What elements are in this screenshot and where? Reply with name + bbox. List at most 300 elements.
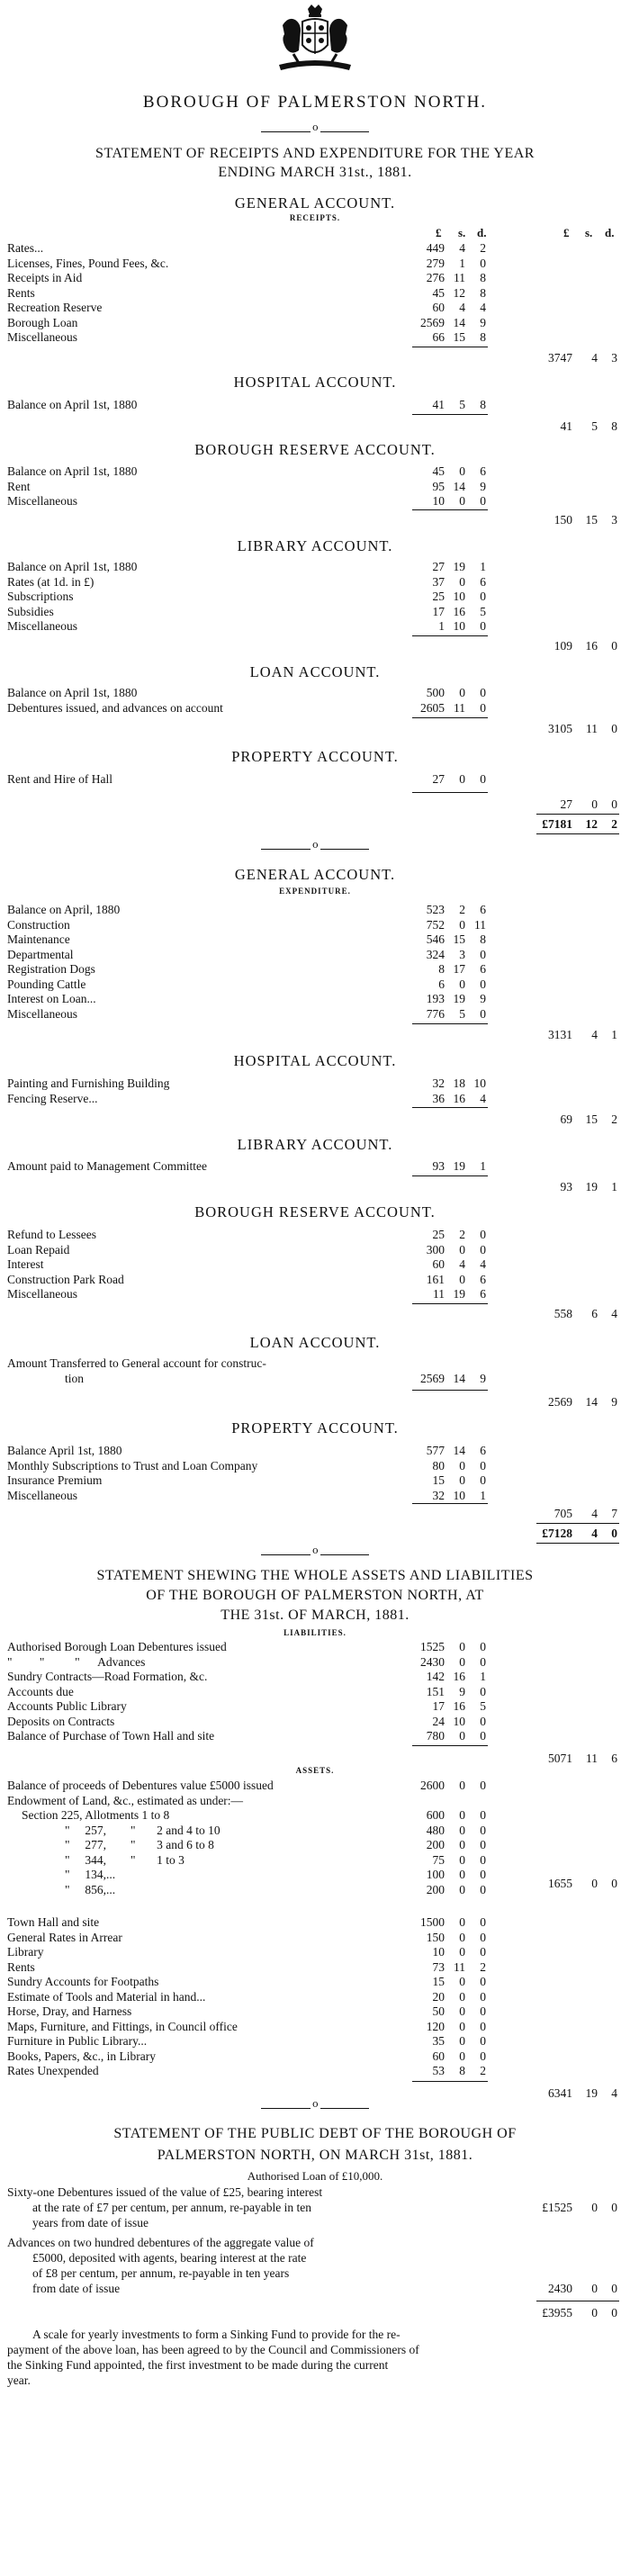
item-pounds: 15	[432, 1473, 445, 1487]
total-pounds: 705	[554, 1507, 572, 1520]
assets-heading-line3: THE 31st. OF MARCH, 1881.	[220, 1608, 410, 1623]
total-pounds: 3747	[548, 351, 572, 365]
item-shillings: 14	[453, 1372, 465, 1385]
statement-heading-line1: STATEMENT OF RECEIPTS AND EXPENDITURE FOR THE YEAR	[95, 146, 535, 161]
line-item-label: Rates (at 1d. in £)	[7, 574, 94, 589]
item-pounds: 577	[426, 1444, 445, 1457]
line-item-label: Subsidies	[7, 604, 54, 618]
item-pounds: 36	[432, 1092, 445, 1105]
item-pounds: 752	[426, 917, 445, 932]
divider-ornament	[261, 2103, 369, 2114]
item-pence: 0	[480, 1808, 486, 1822]
line-item-label: Licenses, Fines, Pound Fees, &c.	[7, 256, 169, 270]
line-item	[0, 1243, 630, 1257]
item-pounds: 25	[432, 1228, 445, 1241]
item-shillings: 0	[459, 977, 465, 991]
item-shillings: 12	[453, 285, 465, 300]
line-item	[0, 1257, 630, 1272]
total-shillings: 16	[585, 639, 598, 653]
item-shillings: 0	[459, 1272, 465, 1286]
line-item-label: Miscellaneous	[7, 1488, 77, 1502]
total-pence: 0	[611, 2306, 617, 2319]
subtotal-rule	[412, 1503, 488, 1504]
total-pence: 0	[611, 639, 617, 653]
item-shillings: 0	[459, 1458, 465, 1473]
item-shillings: 0	[459, 1930, 465, 1944]
item-shillings: 8	[459, 2064, 465, 2077]
item-pence: 8	[480, 330, 486, 344]
item-pounds: 480	[426, 1823, 445, 1837]
item-pounds: 120	[426, 2019, 445, 2033]
item-shillings: 0	[459, 1915, 465, 1929]
item-pence: 8	[480, 398, 486, 411]
line-item-label: Construction	[7, 917, 70, 932]
debt-total-row	[0, 2306, 630, 2320]
item-shillings: 0	[459, 1729, 465, 1743]
total-pounds: 3105	[548, 722, 572, 735]
section-title-general-expenditure: GENERAL ACCOUNT.	[234, 866, 396, 883]
line-item-label: Insurance Premium	[7, 1473, 103, 1487]
line-item	[0, 1794, 630, 1808]
item-pounds: 151	[426, 1684, 445, 1698]
item-pence: 1	[480, 1488, 486, 1502]
line-item	[0, 962, 630, 977]
line-item-label: Section 225, Allotments 1 to 8	[22, 1808, 170, 1822]
section-title-property-expenditure: PROPERTY ACCOUNT.	[231, 1419, 399, 1437]
item-shillings: 10	[453, 590, 465, 603]
line-item	[0, 1356, 630, 1371]
item-pence: 8	[480, 271, 486, 284]
item-pounds: 10	[432, 494, 445, 508]
line-item-label: Furniture in Public Library...	[7, 2034, 148, 2048]
line-item-label: Endowment of Land, &c., estimated as under:—	[7, 1793, 244, 1807]
document-title: BOROUGH OF PALMERSTON NORTH.	[142, 93, 488, 112]
item-shillings: 0	[459, 1852, 465, 1867]
total-pounds: 41	[560, 419, 572, 433]
item-pounds: 600	[426, 1808, 445, 1822]
subtotal-rule	[412, 1107, 488, 1108]
line-item	[0, 464, 630, 479]
line-item	[0, 1685, 630, 1699]
line-item-label: Horse, Dray, and Harness	[7, 2004, 132, 2018]
debt-paragraph-2-line1: Advances on two hundred debentures of the aggregate value of	[7, 2236, 314, 2249]
debt-heading-line1: STATEMENT OF THE PUBLIC DEBT OF THE BOROUGH OF	[113, 2126, 517, 2141]
section-title-loan-expenditure: LOAN ACCOUNT.	[249, 1334, 381, 1351]
line-item	[0, 1159, 630, 1174]
item-pounds: 45	[432, 464, 445, 478]
line-item-label: Balance on April, 1880	[7, 903, 121, 916]
item-shillings: 19	[453, 992, 465, 1005]
item-pence: 4	[480, 301, 486, 314]
line-item	[0, 1931, 630, 1945]
line-item	[0, 1489, 630, 1503]
line-item-label: Monthly Subscriptions to Trust and Loan Company	[7, 1458, 258, 1473]
line-item-label: Library	[7, 1945, 44, 1959]
item-shillings: 14	[453, 479, 465, 493]
grand-total-shillings: 4	[591, 1527, 598, 1540]
item-pence: 0	[480, 1684, 486, 1698]
line-item-label: General Rates in Arrear	[7, 1930, 122, 1944]
column-header-pence: d.	[477, 226, 487, 239]
item-shillings: 0	[459, 464, 465, 478]
item-pence: 9	[480, 479, 486, 493]
total-row	[0, 1877, 630, 1891]
subtotal-rule	[412, 414, 488, 415]
item-pounds: 279	[426, 256, 445, 270]
divider-ornament	[261, 1550, 369, 1561]
grand-total-row	[0, 1527, 630, 1541]
total-pounds: 93	[560, 1180, 572, 1193]
item-pounds: 35	[432, 2034, 445, 2048]
item-pounds: 50	[432, 2004, 445, 2018]
item-pence: 0	[480, 1729, 486, 1743]
item-pounds: 27	[432, 560, 445, 573]
item-pounds: 10	[432, 1945, 445, 1959]
line-item-label: Departmental	[7, 947, 74, 961]
item-pence: 0	[480, 1779, 486, 1792]
section-title-reserve-expenditure: BOROUGH RESERVE ACCOUNT.	[194, 1203, 436, 1220]
section-title-hospital-receipts: HOSPITAL ACCOUNT.	[233, 374, 397, 391]
item-pence: 9	[480, 992, 486, 1005]
item-pence: 6	[480, 574, 486, 589]
line-item-label: " 277, " 3 and 6 to 8	[65, 1838, 214, 1851]
total-pence: 3	[611, 513, 617, 527]
item-pounds: 75	[432, 1852, 445, 1867]
item-pence: 0	[480, 1868, 486, 1881]
total-shillings: 4	[591, 351, 598, 365]
item-shillings: 0	[459, 1654, 465, 1669]
total-pounds: 1655	[548, 1877, 572, 1890]
line-item	[0, 398, 630, 412]
line-item-label: Painting and Furnishing Building	[7, 1076, 170, 1090]
subtotal-rule	[412, 509, 488, 510]
item-shillings: 9	[459, 1684, 465, 1698]
item-pounds: 95	[432, 479, 445, 493]
amount-pounds: £1525	[542, 2201, 572, 2214]
total-row	[0, 1307, 630, 1321]
item-pence: 0	[480, 1930, 486, 1944]
line-item	[0, 977, 630, 992]
line-item-label: Authorised Borough Loan Debentures issued	[7, 1640, 227, 1653]
line-item	[0, 948, 630, 962]
line-item	[0, 2004, 630, 2019]
total-row	[0, 1395, 630, 1410]
item-shillings: 0	[459, 917, 465, 932]
total-shillings: 5	[591, 419, 598, 433]
total-pence: 3	[611, 351, 617, 365]
item-shillings: 0	[459, 1823, 465, 1837]
item-pence: 4	[480, 1257, 486, 1271]
item-pence: 0	[480, 494, 486, 508]
item-pence: 1	[480, 1670, 486, 1683]
item-shillings: 10	[453, 1488, 465, 1502]
line-item	[0, 575, 630, 590]
item-shillings: 11	[454, 1959, 465, 1974]
item-pence: 9	[480, 315, 486, 329]
grand-total-rule	[536, 1543, 619, 1544]
item-shillings: 0	[459, 2049, 465, 2063]
line-item	[0, 1838, 630, 1852]
item-shillings: 0	[459, 1473, 465, 1487]
item-shillings: 15	[453, 330, 465, 344]
item-shillings: 16	[453, 1699, 465, 1713]
total-pounds: 558	[554, 1307, 572, 1320]
total-shillings: 14	[585, 1395, 598, 1409]
line-item-label: Balance on April 1st, 1880	[7, 560, 138, 573]
total-pounds: 27	[560, 797, 572, 811]
total-row	[0, 722, 630, 736]
line-item	[0, 2020, 630, 2034]
item-pounds: 37	[432, 574, 445, 589]
total-pence: 1	[611, 1028, 617, 1041]
item-shillings: 4	[459, 1257, 465, 1271]
statement-heading-line2: ENDING MARCH 31st., 1881.	[218, 165, 412, 180]
item-pounds: 200	[426, 1838, 445, 1851]
line-item	[0, 1945, 630, 1959]
item-pence: 1	[480, 1159, 486, 1173]
section-title-hospital-expenditure: HOSPITAL ACCOUNT.	[233, 1052, 397, 1069]
line-item	[0, 480, 630, 494]
item-pence: 1	[480, 560, 486, 573]
line-item	[0, 1779, 630, 1793]
total-shillings: 19	[585, 2086, 598, 2100]
grand-total-pence: 2	[611, 817, 617, 831]
grand-total-rule	[536, 814, 619, 815]
line-item-label: Accounts Public Library	[7, 1699, 127, 1713]
item-shillings: 14	[453, 315, 465, 329]
item-pounds: 150	[426, 1930, 445, 1944]
item-pounds: 276	[426, 271, 445, 284]
line-item	[0, 1824, 630, 1838]
total-shillings: 15	[585, 513, 598, 527]
item-shillings: 0	[459, 772, 465, 786]
column-header-shillings-total: s.	[585, 226, 593, 239]
grand-total-pounds: £7128	[542, 1527, 572, 1540]
line-item	[0, 1076, 630, 1091]
subtotal-rule	[412, 1390, 488, 1391]
item-pence: 2	[480, 241, 486, 255]
item-pounds: 2569	[420, 315, 445, 329]
total-row	[0, 351, 630, 365]
item-pounds: 100	[426, 1868, 445, 1881]
debt-paragraph-1-line1: Sixty-one Debentures issued of the value of £25, bearing interest	[7, 2185, 323, 2199]
authorised-loan: Authorised Loan of £10,000.	[247, 2169, 383, 2183]
sinking-fund-note-line3: the Sinking Fund appointed, the first investment to be made during the current	[7, 2358, 389, 2372]
line-item-label: Rent and Hire of Hall	[7, 772, 112, 786]
item-pounds: 60	[432, 2049, 445, 2063]
line-item-label: Rates Unexpended	[7, 2064, 99, 2077]
item-pounds: 60	[432, 301, 445, 314]
item-shillings: 0	[459, 1808, 465, 1822]
line-item	[0, 1808, 630, 1823]
line-item	[0, 2034, 630, 2049]
subtotal-rule	[412, 1175, 488, 1176]
line-item-label: Town Hall and site	[7, 1915, 100, 1929]
item-pence: 4	[480, 1092, 486, 1105]
line-item-label: Interest on Loan...	[7, 992, 96, 1005]
item-pounds: 2600	[420, 1779, 445, 1792]
line-item	[0, 257, 630, 271]
total-shillings: 0	[591, 1877, 598, 1890]
item-pence: 6	[480, 464, 486, 478]
debt-paragraph-1-line3: years from date of issue	[32, 2216, 148, 2229]
item-pounds: 1	[438, 619, 445, 633]
line-item-label: Balance April 1st, 1880	[7, 1444, 122, 1457]
debt-paragraph-1-line2: at the rate of £7 per centum, per annum, re-payable in ten	[32, 2201, 311, 2214]
item-pounds: 32	[432, 1076, 445, 1090]
total-row	[0, 1028, 630, 1042]
item-pounds: 60	[432, 1257, 445, 1271]
item-pence: 0	[480, 1975, 486, 1988]
item-pence: 0	[480, 1823, 486, 1837]
item-shillings: 11	[454, 700, 465, 715]
item-pounds: 2569	[420, 1372, 445, 1385]
item-pence: 0	[480, 1714, 486, 1728]
item-pence: 0	[480, 700, 486, 715]
item-shillings: 0	[459, 2004, 465, 2018]
line-item	[0, 1228, 630, 1242]
line-item	[0, 316, 630, 330]
debt-row-1-amount	[0, 2201, 630, 2215]
item-shillings: 0	[459, 1640, 465, 1653]
item-pounds: 2605	[420, 700, 445, 715]
item-shillings: 19	[453, 560, 465, 573]
total-row	[0, 513, 630, 527]
line-item	[0, 932, 630, 947]
line-item-label: Books, Papers, &c., in Library	[7, 2049, 156, 2063]
line-item	[0, 1670, 630, 1684]
line-item	[0, 2049, 630, 2064]
item-pence: 6	[480, 903, 486, 916]
total-pounds: 69	[560, 1112, 572, 1126]
item-pence: 0	[480, 2019, 486, 2033]
item-pounds: 27	[432, 772, 445, 786]
item-pence: 8	[480, 932, 486, 946]
item-pounds: 80	[432, 1458, 445, 1473]
amount-pence: 0	[611, 2282, 617, 2295]
line-item	[0, 903, 630, 917]
line-item-label: Registration Dogs	[7, 962, 95, 976]
item-pence: 0	[480, 2034, 486, 2048]
total-pounds: 6341	[548, 2086, 572, 2100]
total-pence: 0	[611, 1877, 617, 1890]
item-shillings: 14	[453, 1444, 465, 1457]
line-item-label: Receipts in Aid	[7, 271, 83, 284]
line-item-label: Rent	[7, 479, 31, 493]
line-item	[0, 286, 630, 301]
item-pence: 0	[480, 1640, 486, 1653]
item-pounds: 523	[426, 903, 445, 916]
line-item	[0, 1960, 630, 1975]
item-pence: 2	[480, 2064, 486, 2077]
line-item	[0, 1273, 630, 1287]
item-pence: 0	[480, 772, 486, 786]
line-item-label: Miscellaneous	[7, 1287, 77, 1301]
total-pence: 0	[611, 722, 617, 735]
line-item	[0, 619, 630, 634]
item-pounds: 2430	[420, 1654, 445, 1669]
item-pounds: 1500	[420, 1915, 445, 1929]
line-item	[0, 1444, 630, 1458]
line-item	[0, 1372, 630, 1386]
line-item-label: Construction Park Road	[7, 1272, 124, 1286]
item-pounds: 8	[438, 962, 445, 976]
debt-paragraph-2-line3: of £8 per centum, per annum, re-payable in ten years	[32, 2266, 290, 2280]
item-shillings: 2	[459, 1228, 465, 1241]
line-item	[0, 1990, 630, 2004]
line-item	[0, 494, 630, 509]
section-subtitle-assets: ASSETS.	[295, 1766, 335, 1775]
line-item	[0, 701, 630, 716]
grand-total-pounds: £7181	[542, 817, 572, 831]
divider-ornament	[261, 127, 369, 138]
item-pence: 0	[480, 1989, 486, 2004]
item-pounds: 200	[426, 1882, 445, 1896]
item-pounds: 500	[426, 686, 445, 699]
line-item	[0, 241, 630, 256]
item-pence: 0	[480, 1852, 486, 1867]
item-pounds: 24	[432, 1714, 445, 1728]
item-shillings: 1	[459, 256, 465, 270]
item-pence: 0	[480, 1654, 486, 1669]
amount-pounds: 2430	[548, 2282, 572, 2295]
sinking-fund-note-line1: A scale for yearly investments to form a Sinking Fund to provide for the re-	[32, 2328, 400, 2341]
item-shillings: 0	[459, 1975, 465, 1988]
item-shillings: 0	[459, 1945, 465, 1959]
line-item	[0, 1715, 630, 1729]
section-title-loan-receipts: LOAN ACCOUNT.	[249, 663, 381, 680]
divider-ornament	[261, 844, 369, 855]
item-pence: 8	[480, 285, 486, 300]
section-title-library-receipts: LIBRARY ACCOUNT.	[237, 537, 393, 554]
item-pence: 0	[480, 947, 486, 961]
item-pounds: 300	[426, 1242, 445, 1256]
line-item	[0, 1640, 630, 1654]
section-title-property-receipts: PROPERTY ACCOUNT.	[231, 748, 399, 765]
item-pence: 6	[480, 1287, 486, 1301]
line-item	[0, 2064, 630, 2078]
line-item-label: Interest	[7, 1257, 44, 1271]
line-item-label: Balance on April 1st, 1880	[7, 464, 138, 478]
total-pence: 9	[611, 1395, 617, 1409]
column-header-pounds: £	[436, 226, 442, 239]
item-pence: 11	[474, 917, 486, 932]
item-pounds: 193	[426, 992, 445, 1005]
item-shillings: 19	[453, 1159, 465, 1173]
subtotal-rule	[412, 635, 488, 636]
line-item	[0, 1853, 630, 1868]
item-pence: 6	[480, 1444, 486, 1457]
item-pounds: 17	[432, 1699, 445, 1713]
line-item-label: Amount Transferred to General account for construc-	[7, 1356, 266, 1370]
assets-heading-line1: STATEMENT SHEWING THE WHOLE ASSETS AND LIABILITIES	[96, 1568, 534, 1583]
subtotal-rule	[412, 1745, 488, 1746]
item-pence: 6	[480, 962, 486, 976]
total-pence: 1	[611, 1180, 617, 1193]
item-pence: 9	[480, 1372, 486, 1385]
item-pounds: 20	[432, 1989, 445, 2004]
total-shillings: 4	[591, 1507, 598, 1520]
item-pence: 0	[480, 256, 486, 270]
line-item	[0, 1287, 630, 1302]
item-pence: 2	[480, 1959, 486, 1974]
amount-pence: 0	[611, 2201, 617, 2214]
item-pounds: 15	[432, 1975, 445, 1988]
line-item-label: Refund to Lessees	[7, 1228, 96, 1241]
item-pounds: 11	[433, 1287, 445, 1301]
line-item-label: Rents	[7, 1959, 35, 1974]
item-pence: 0	[480, 1838, 486, 1851]
